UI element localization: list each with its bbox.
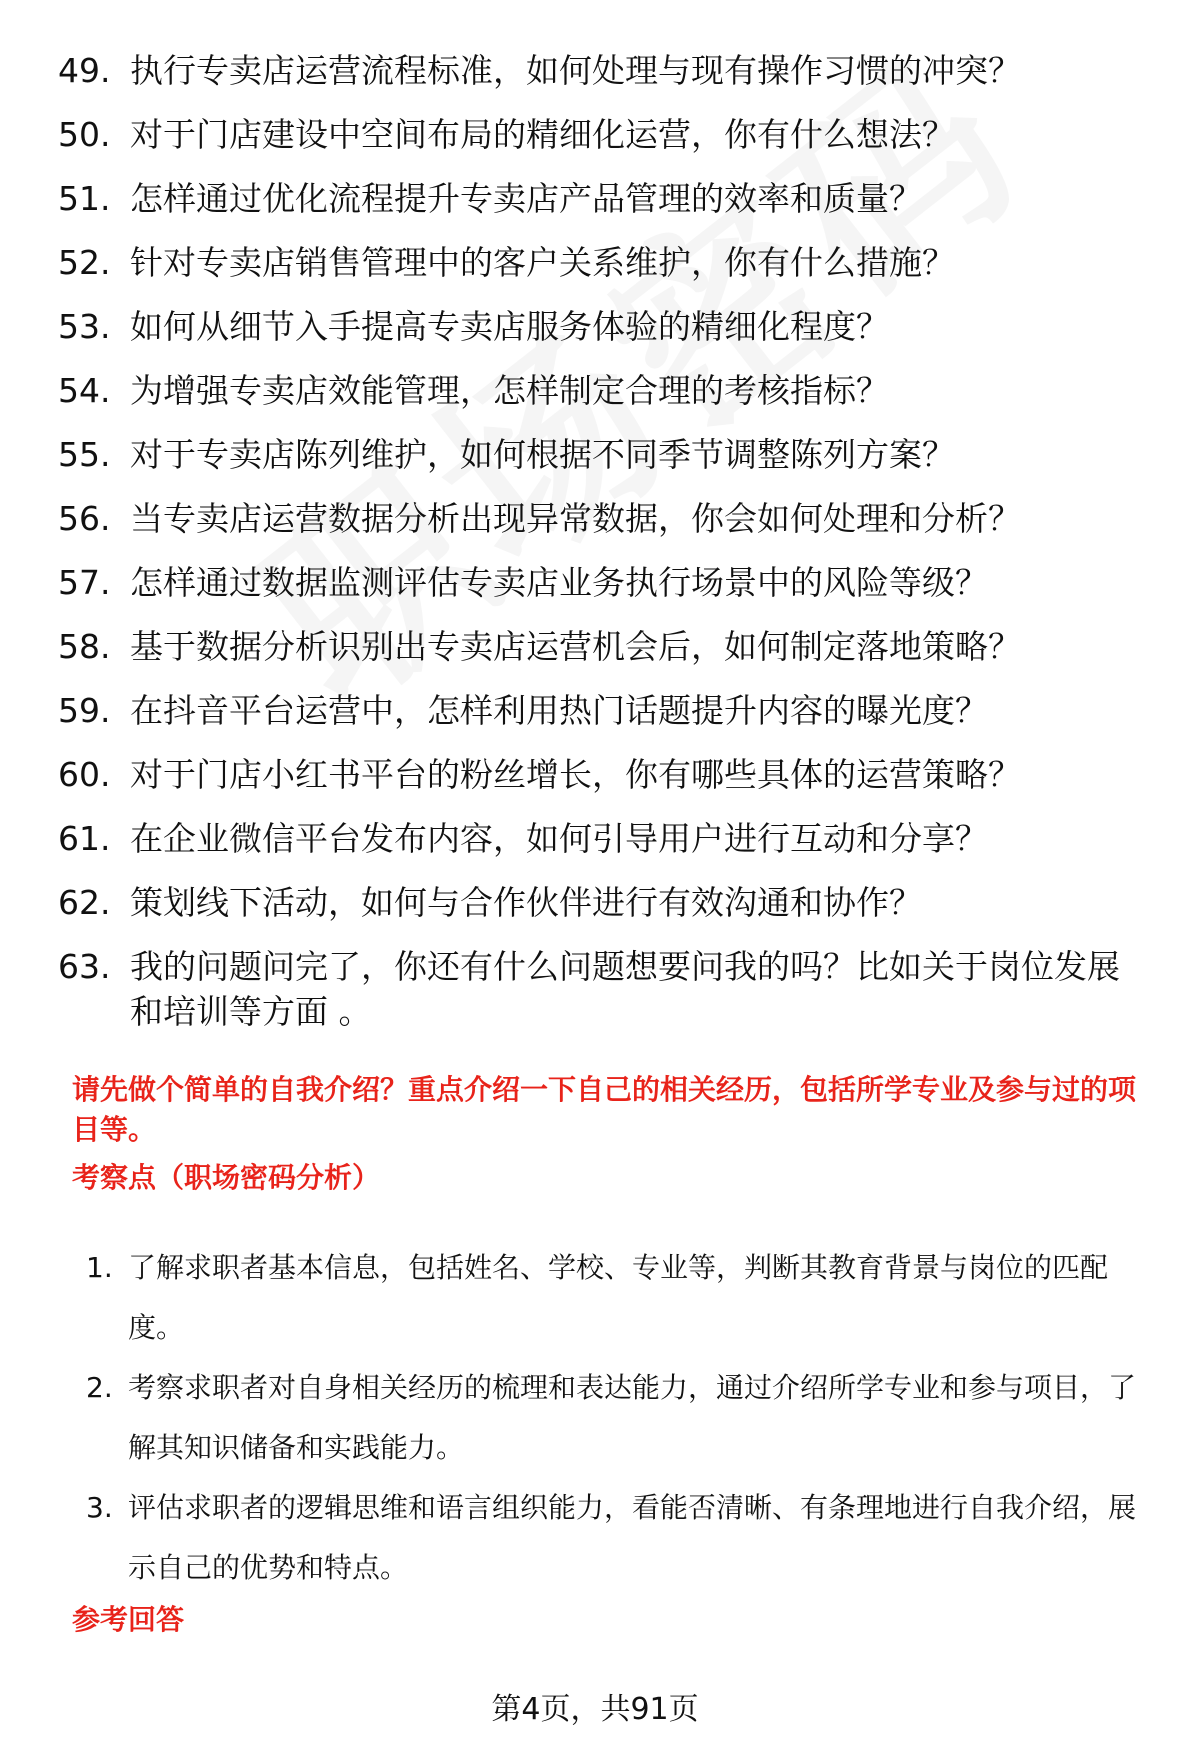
intro-question-heading: 请先做个简单的自我介绍？重点介绍一下自己的相关经历，包括所学专业及参与过的项目等。 [72,1073,1137,1146]
question-number: 56. [58,499,111,538]
question-item [58,48,1148,93]
question-number: 60. [58,755,111,794]
question-number: 55. [58,435,111,474]
question-number: 58. [58,627,111,666]
question-text: 对于门店小红书平台的粉丝增长，你有哪些具体的运营策略？ [130,755,1021,794]
question-text: 对于专卖店陈列维护，如何根据不同季节调整陈列方案？ [130,435,955,474]
question-item [58,496,1148,541]
exam-point-item [86,1358,1156,1478]
question-item [58,368,1148,413]
exam-points-list [86,1238,1156,1598]
question-number: 62. [58,883,111,922]
question-item [58,112,1148,157]
question-item [58,240,1148,285]
question-number: 52. [58,243,111,282]
question-item [58,304,1148,349]
exam-point-number: 3. [86,1491,113,1524]
question-item [58,432,1148,477]
question-item [58,816,1148,861]
question-number: 50. [58,115,111,154]
question-number: 63. [58,947,111,986]
question-text: 为增强专卖店效能管理，怎样制定合理的考核指标？ [130,371,889,410]
question-text: 在企业微信平台发布内容，如何引导用户进行互动和分享？ [130,819,988,858]
exam-point-text: 考察求职者对自身相关经历的梳理和表达能力，通过介绍所学专业和参与项目，了解其知识储备和实践能力。 [128,1371,1137,1464]
question-number: 49. [58,51,111,90]
question-item [58,624,1148,669]
question-text: 当专卖店运营数据分析出现异常数据，你会如何处理和分析？ [130,499,1021,538]
question-number: 51. [58,179,111,218]
question-number: 59. [58,691,111,730]
question-item [58,560,1148,605]
question-text: 我的问题问完了，你还有什么问题想要问我的吗？比如关于岗位发展和培训等方面 。 [130,947,1120,1031]
question-text: 在抖音平台运营中，怎样利用热门话题提升内容的曝光度？ [130,691,988,730]
question-item [58,880,1148,925]
page-footer: 第4页，共91页 [491,1692,699,1727]
exam-point-text: 了解求职者基本信息，包括姓名、学校、专业等，判断其教育背景与岗位的匹配度。 [128,1251,1109,1344]
question-text: 针对专卖店销售管理中的客户关系维护，你有什么措施？ [130,243,955,282]
question-item [58,688,1148,733]
exam-point-number: 1. [86,1251,113,1284]
question-text: 执行专卖店运营流程标准，如何处理与现有操作习惯的冲突？ [130,51,1021,90]
question-text: 策划线下活动，如何与合作伙伴进行有效沟通和协作？ [130,883,922,922]
exam-point-text: 评估求职者的逻辑思维和语言组织能力，看能否清晰、有条理地进行自我介绍，展示自己的优势和特点。 [128,1491,1137,1584]
question-text: 怎样通过数据监测评估专卖店业务执行场景中的风险等级？ [130,563,988,602]
question-number: 53. [58,307,111,346]
question-text: 基于数据分析识别出专卖店运营机会后，如何制定落地策略？ [130,627,1021,666]
question-text: 怎样通过优化流程提升专卖店产品管理的效率和质量？ [130,179,922,218]
reference-answer-title: 参考回答 [72,1603,185,1636]
question-number: 61. [58,819,111,858]
exam-points-title: 考察点（职场密码分析） [72,1161,381,1194]
question-list [58,48,1148,1053]
question-number: 54. [58,371,111,410]
question-item [58,752,1148,797]
exam-point-item [86,1478,1156,1598]
question-item [58,944,1148,1034]
question-text: 对于门店建设中空间布局的精细化运营，你有什么想法？ [130,115,955,154]
question-number: 57. [58,563,111,602]
exam-point-number: 2. [86,1371,113,1404]
exam-point-item [86,1238,1156,1358]
question-text: 如何从细节入手提高专卖店服务体验的精细化程度？ [130,307,889,346]
question-item [58,176,1148,221]
